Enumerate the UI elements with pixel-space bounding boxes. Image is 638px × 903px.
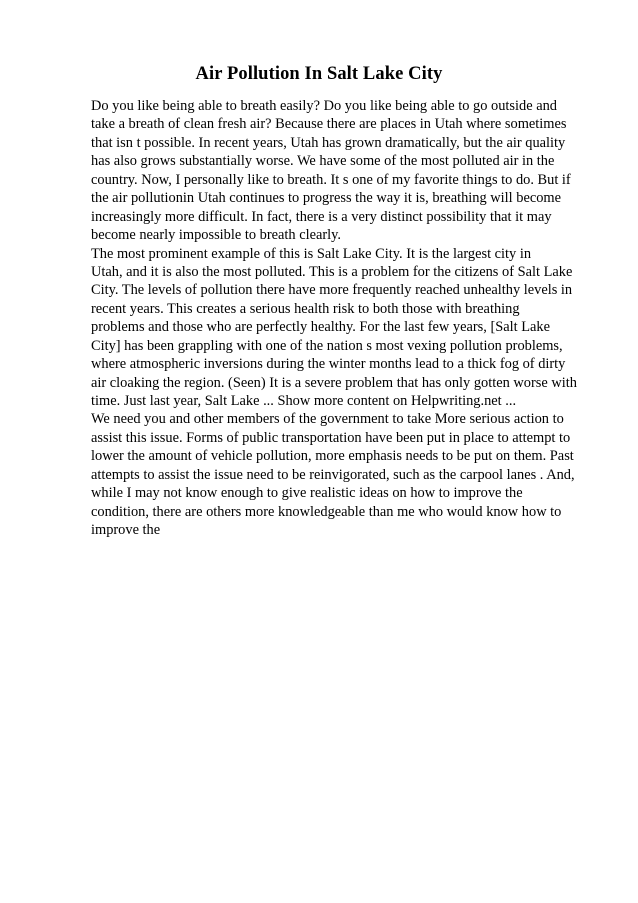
body-line: increasingly more difficult. In fact, there is a very distinct possibility that it may xyxy=(91,208,552,225)
body-line: lower the amount of vehicle pollution, more emphasis needs to be put on them. Past xyxy=(91,448,574,465)
body-line: Do you like being able to breath easily? Do you like being able to go outside and xyxy=(91,98,557,114)
body-line: air cloaking the region. (Seen) It is a severe problem that has only gotten worse with xyxy=(91,374,577,391)
body-line: problems and those who are perfectly healthy. For the last few years, [Salt Lake xyxy=(91,319,551,336)
body-line: take a breath of clean fresh air? Because there are places in Utah where sometimes xyxy=(91,116,567,133)
body-line: attempts to assist the issue need to be reinvigorated, such as the carpool lanes . And, xyxy=(91,466,575,483)
body-line: while I may not know enough to give realistic ideas on how to improve the xyxy=(91,485,523,502)
body-line: recent years. This creates a serious health risk to both those with breathing xyxy=(91,300,520,317)
body-line: condition, there are others more knowledgeable than me who would know how to xyxy=(91,503,562,520)
body-line: where atmospheric inversions during the winter months lead to a thick fog of dirty xyxy=(91,356,566,373)
body-line: We need you and other members of the government to take More serious action to xyxy=(91,411,564,428)
document-body xyxy=(91,97,591,540)
body-line: Utah, and it is also the most polluted. This is a problem for the citizens of Salt Lake xyxy=(91,263,573,280)
body-line: assist this issue. Forms of public transportation have been put in place to attempt to xyxy=(91,429,571,446)
body-line: country. Now, I personally like to breath. It s one of my favorite things to do. But if xyxy=(91,171,571,188)
body-line: improve the xyxy=(91,522,161,539)
document-title: Air Pollution In Salt Lake City xyxy=(195,64,443,84)
body-line: become nearly impossible to breath clearly. xyxy=(91,227,342,244)
body-line: has also grows substantially worse. We have some of the most polluted air in the xyxy=(91,153,555,170)
body-line: City] has been grappling with one of the nation s most vexing pollution problems, xyxy=(91,337,563,354)
body-line: The most prominent example of this is Salt Lake City. It is the largest city in xyxy=(91,245,532,262)
body-line: that isn t possible. In recent years, Utah has grown dramatically, but the air quality xyxy=(91,134,566,151)
body-line: time. Just last year, Salt Lake ... Show more content on Helpwriting.net ... xyxy=(91,393,517,409)
body-line: City. The levels of pollution there have more frequently reached unhealthy levels in xyxy=(91,282,573,299)
body-line: the air pollutionin Utah continues to progress the way it is, breathing will become xyxy=(91,190,561,207)
